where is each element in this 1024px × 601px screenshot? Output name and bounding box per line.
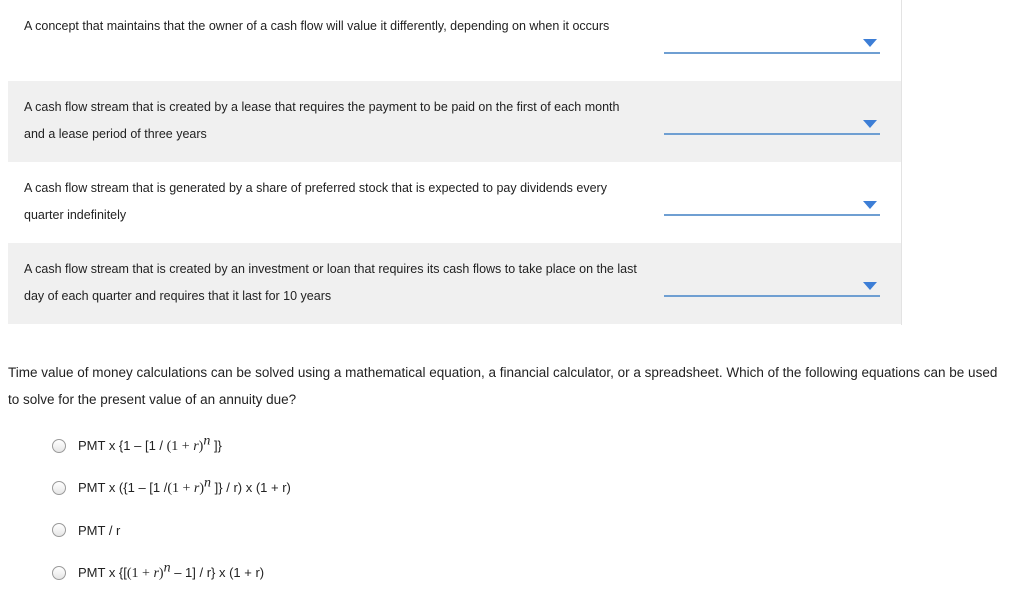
dropdown-arrow-icon (863, 120, 877, 128)
radio-button[interactable] (52, 481, 66, 495)
option-label: PMT x {$1 - [1 / (1 + r)^n$ ]} (78, 433, 222, 454)
option-label: PMT x ({1 – [1 $/(1 + r)^n$ ]} / r) x (1 + r) (78, 475, 291, 496)
option-2[interactable] (52, 473, 552, 503)
option-4[interactable] (52, 558, 552, 588)
answer-dropdown-4[interactable] (664, 277, 880, 297)
option-3[interactable] (52, 515, 552, 545)
answer-dropdown-1[interactable] (664, 34, 880, 54)
option-label: PMT x $\{[(1 + r)^n - 1] / r\}$ x (1 + r) (78, 560, 265, 581)
matching-row-2 (8, 81, 901, 162)
matching-row-3 (8, 162, 901, 243)
radio-button[interactable] (52, 566, 66, 580)
matching-row-text: A cash flow stream that is created by an investment or loan that requires its cash flows to take place on the last day of each quarter and requires that it last for 10 years (24, 262, 637, 303)
matching-row-text: A concept that maintains that the owner of a cash flow will value it differently, depending on when it occurs (24, 19, 610, 33)
question-text: Time value of money calculations can be solved using a mathematical equation, a financial calculator, or a spreadsheet. Which of the following equations can be used to solve for the present value of an annuity due? (8, 365, 998, 407)
radio-button[interactable] (52, 439, 66, 453)
answer-dropdown-3[interactable] (664, 196, 880, 216)
answer-dropdown-2[interactable] (664, 115, 880, 135)
radio-button[interactable] (52, 523, 66, 537)
dropdown-arrow-icon (863, 282, 877, 290)
matching-row-1 (8, 0, 901, 81)
matching-row-4 (8, 243, 901, 324)
matching-row-text: A cash flow stream that is generated by a share of preferred stock that is expected to pay dividends every quarter indefinitely (24, 181, 607, 222)
dropdown-arrow-icon (863, 39, 877, 47)
option-label: PMT / r (78, 522, 121, 538)
matching-row-text: A cash flow stream that is created by a lease that requires the payment to be paid on the first of each month and a lease period of three years (24, 100, 620, 141)
option-1[interactable] (52, 431, 552, 461)
matching-table (8, 0, 902, 325)
dropdown-arrow-icon (863, 201, 877, 209)
